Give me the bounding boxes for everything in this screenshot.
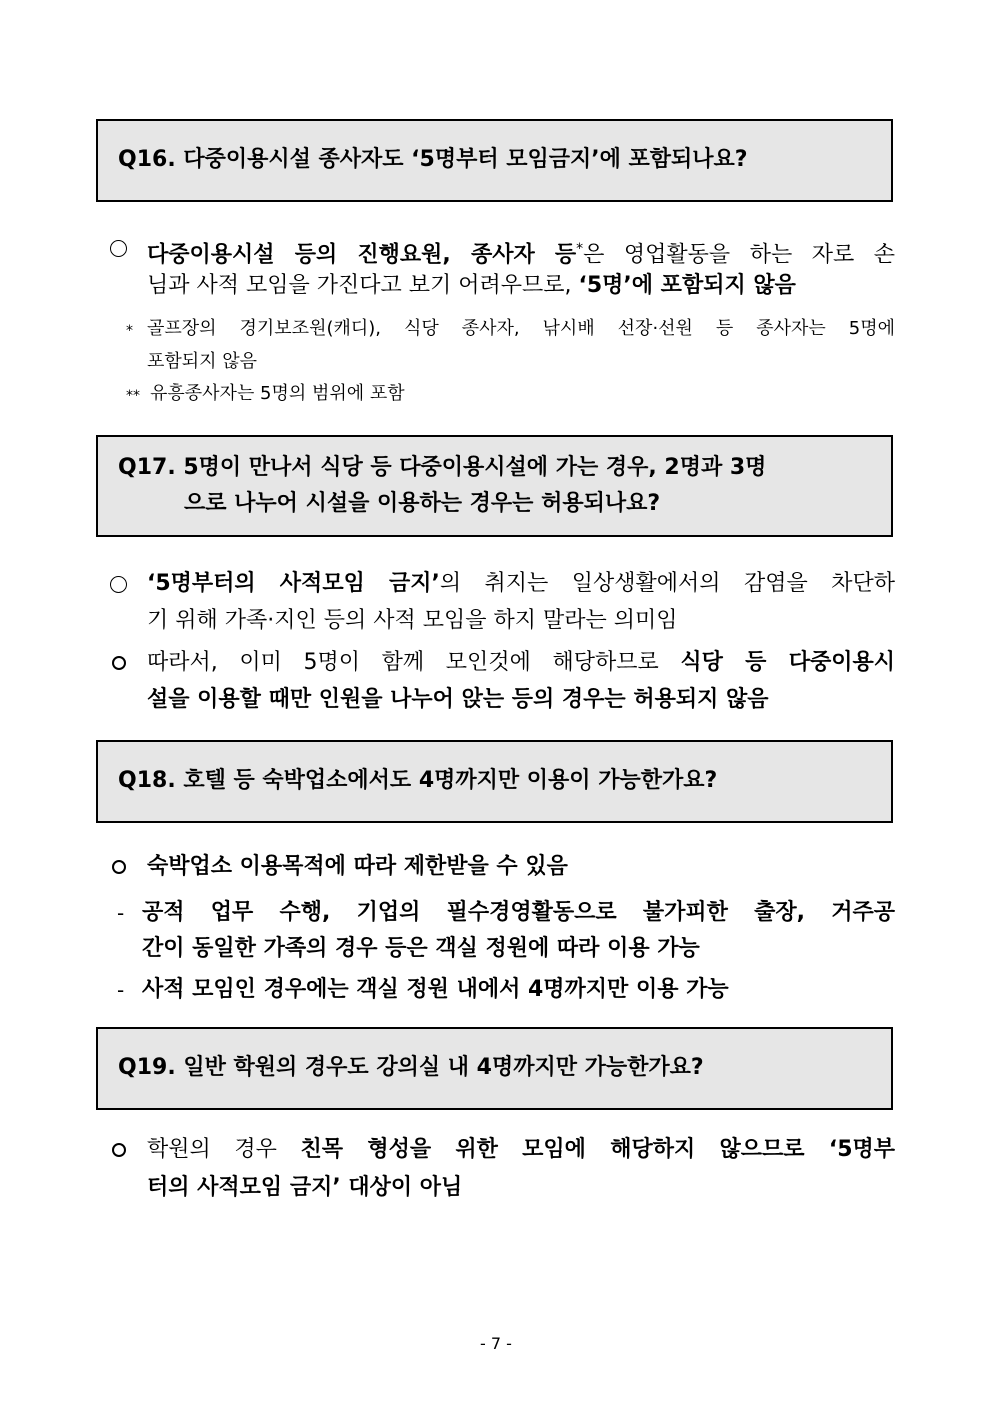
q17-answer1-bullet-icon [110,576,127,593]
q19-question: Q19. 일반 학원의 경우도 강의실 내 4명까지만 가능한가요? [118,1055,704,1080]
q16-note2-line1: 유흥종사자는 5명의 범위에 포함 [150,383,405,404]
q18-question: Q18. 호텔 등 숙박업소에서도 4명까지만 이용이 가능한가요? [118,768,718,793]
q16-answer-line1: 다중이용시설 등의 진행요원, 종사자 등*은 영업활동을 하는 자로 손 [147,241,895,268]
q17-answer1-line1: ‘5명부터의 사적모임 금지’의 취지는 일상생활에서의 감염을 차단하 [147,571,895,596]
q17-question-line2: 으로 나누어 시설을 이용하는 경우는 허용되나요? [184,491,661,516]
page-number: - 7 - [480,1334,512,1353]
q16-question-box [96,119,893,202]
q16-question: Q16. 다중이용시설 종사자도 ‘5명부터 모임금지’에 포함되나요? [118,147,748,172]
q17-answer1-line2: 기 위해 가족·지인 등의 사적 모임을 하지 말라는 의미임 [147,608,678,633]
q18-answer1: 숙박업소 이용목적에 따라 제한받을 수 있음 [147,854,568,879]
q17-question-line1: Q17. 5명이 만나서 식당 등 다중이용시설에 가는 경우, 2명과 3명 [118,455,767,480]
q18-detail1-line1: 공적 업무 수행, 기업의 필수경영활동으로 불가피한 출장, 거주공 [142,900,895,925]
q16-note1-line2: 포함되지 않음 [147,351,258,372]
q16-answer-asterisk: * [576,241,584,257]
q19-answer1-line2: 터의 사적모임 금지’ 대상이 아님 [147,1175,463,1200]
q18-detail2-line1: 사적 모임인 경우에는 객실 정원 내에서 4명까지만 이용 가능 [142,977,729,1002]
q17-answer2-line1: 따라서, 이미 5명이 함께 모인것에 해당하므로 식당 등 다중이용시 [147,650,895,675]
q18-detail2-mark: - [117,978,125,1002]
q18-question-box [96,740,893,823]
q19-question-box [96,1027,893,1110]
q17-question-box [96,435,893,537]
q19-answer1-line1: 학원의 경우 친목 형성을 위한 모임에 해당하지 않으므로 ‘5명부 [147,1137,896,1162]
q16-note1-line1: 골프장의 경기보조원(캐디), 식당 종사자, 낚시배 선장·선원 등 종사자는 5명에 [147,318,895,339]
q16-answer-bullet-icon [110,240,127,257]
q16-note1-mark: * [126,323,133,339]
q16-answer-line2: 님과 사적 모임을 가진다고 보기 어려우므로, ‘5명’에 포함되지 않음 [147,273,796,298]
q16-note2-mark: ** [126,388,140,404]
q17-answer2-bullet-icon [112,656,126,670]
q17-answer2-line2: 설을 이용할 때만 인원을 나누어 앉는 등의 경우는 허용되지 않음 [147,687,769,712]
q18-detail1-line2: 간이 동일한 가족의 경우 등은 객실 정원에 따라 이용 가능 [142,936,700,961]
q18-detail1-mark: - [117,901,125,925]
q18-answer1-bullet-icon [112,860,126,874]
q19-answer1-bullet-icon [112,1143,126,1157]
